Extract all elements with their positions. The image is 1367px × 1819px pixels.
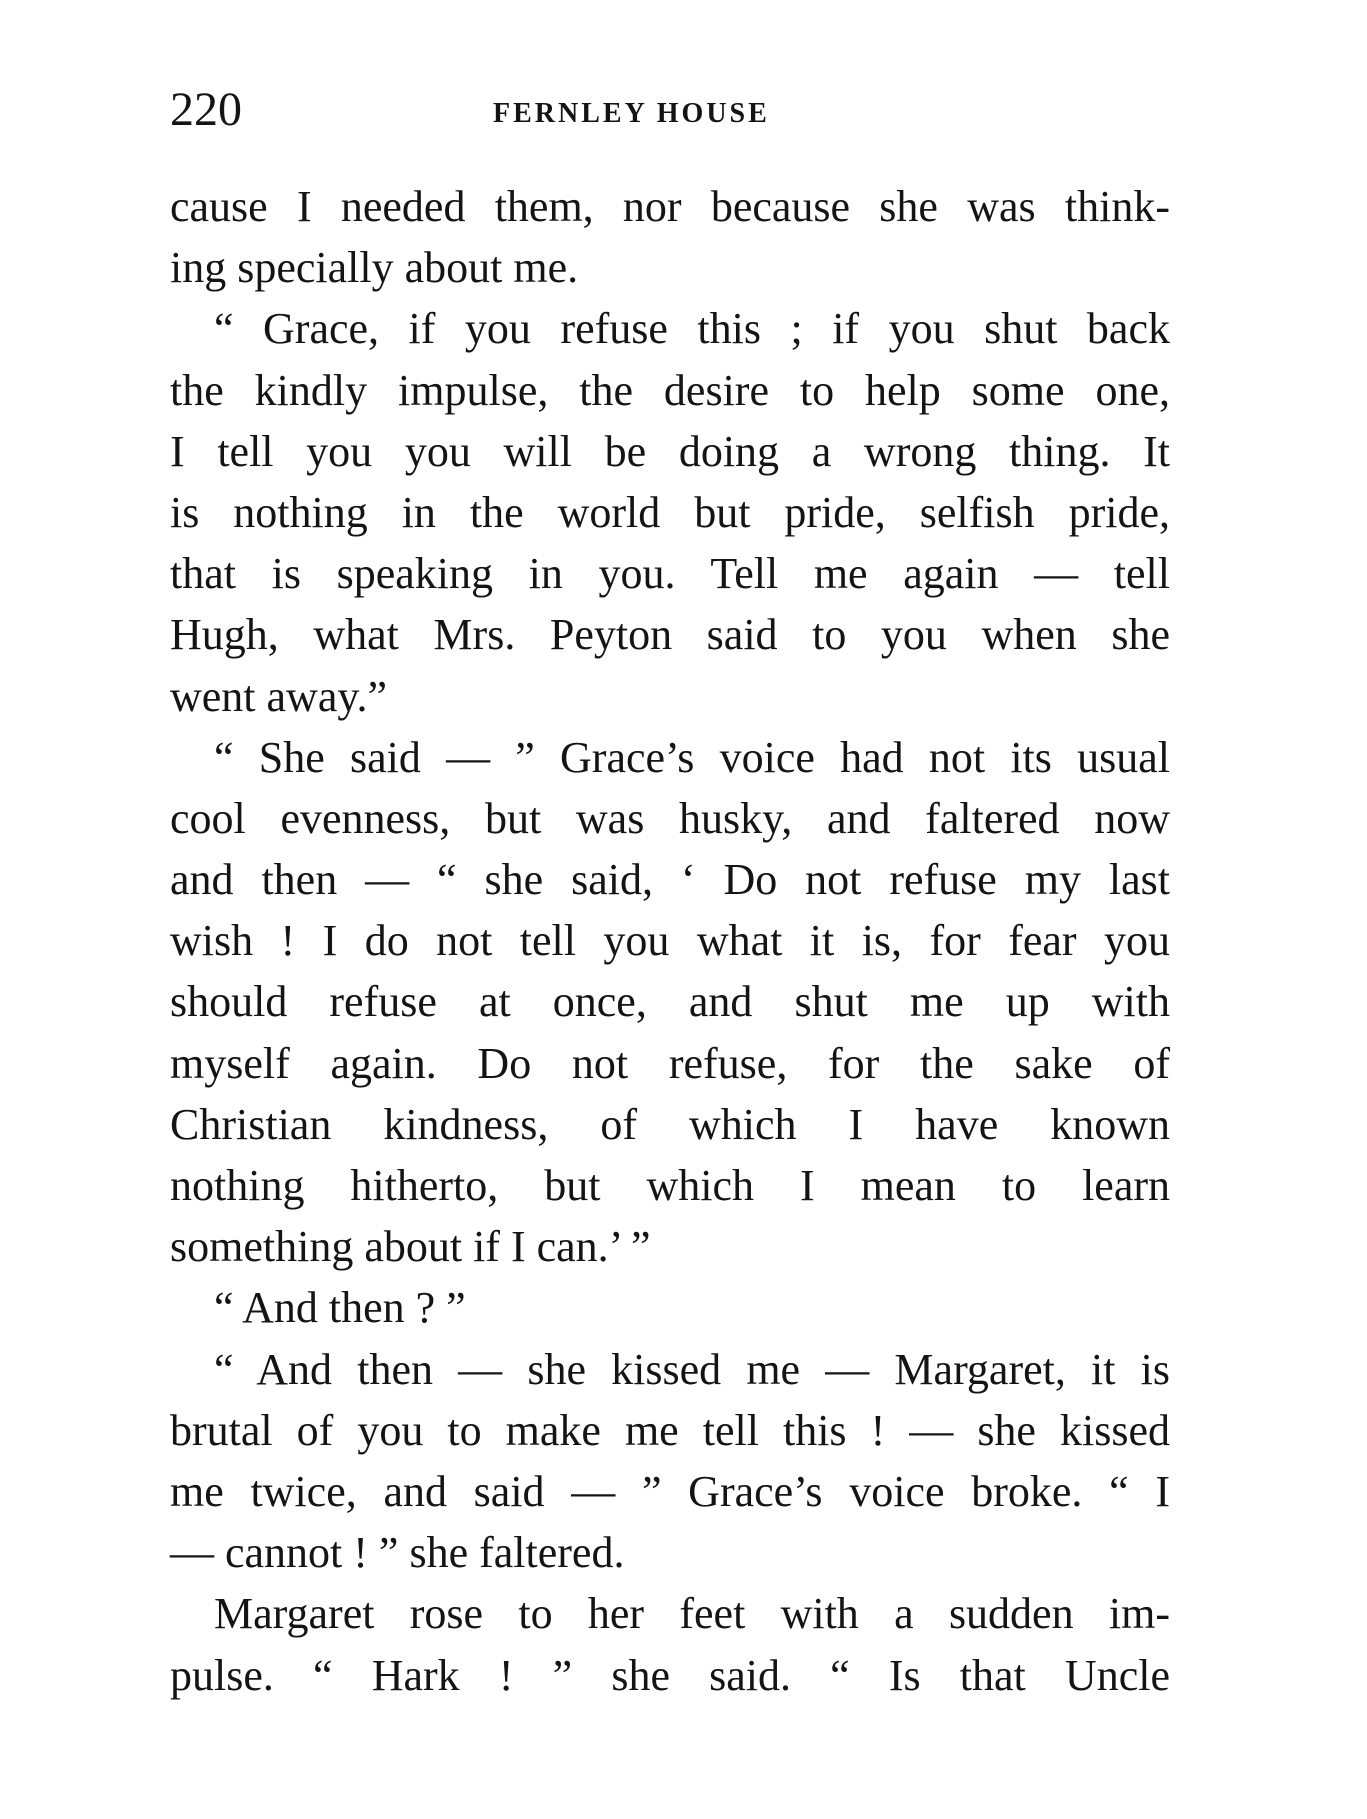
text-line: “ She said — ” Grace’s voice had not its usual [214,732,1170,782]
text-line: ing specially about me. [170,243,579,293]
text-line: cause I needed them, nor because she was think- [170,182,1170,231]
page-header [170,80,1170,140]
text-line: “ And then — she kissed me — Margaret, it is [214,1344,1170,1394]
page-number: 220 [170,83,242,136]
text-line: pulse. “ Hark ! ” she said. “ Is that Uncle [170,1650,1170,1700]
text-line: “ And then ? ” [214,1283,466,1333]
text-line: should refuse at once, and shut me up with [170,977,1170,1027]
text-line: me twice, and said — ” Grace’s voice broke. “ I [170,1466,1170,1516]
text-line: Margaret rose to her feet with a sudden im- [214,1589,1170,1639]
text-line: Christian kindness, of which I have known [170,1099,1170,1149]
text-line: wish ! I do not tell you what it is, for fear you [170,916,1170,966]
text-line: — cannot ! ” she faltered. [170,1528,625,1578]
text-line: I tell you you will be doing a wrong thing. It [170,426,1170,476]
text-line: cool evenness, but was husky, and faltered now [170,793,1170,843]
body-text [170,176,1170,1706]
running-head: FERNLEY HOUSE [493,98,770,129]
text-line: Hugh, what Mrs. Peyton said to you when she [170,610,1170,660]
text-line: the kindly impulse, the desire to help some one, [170,365,1170,415]
text-line: went away.” [170,671,388,721]
text-line: “ Grace, if you refuse this ; if you shut back [214,304,1170,354]
text-line: that is speaking in you. Tell me again — tell [170,549,1170,599]
text-line: myself again. Do not refuse, for the sake of [170,1038,1170,1088]
text-line: nothing hitherto, but which I mean to learn [170,1161,1170,1210]
text-line: something about if I can.’ ” [170,1222,651,1272]
text-line: is nothing in the world but pride, selfish pride, [170,487,1170,537]
text-line: and then — “ she said, ‘ Do not refuse my last [170,855,1170,905]
text-line: brutal of you to make me tell this ! — she kissed [170,1405,1170,1455]
